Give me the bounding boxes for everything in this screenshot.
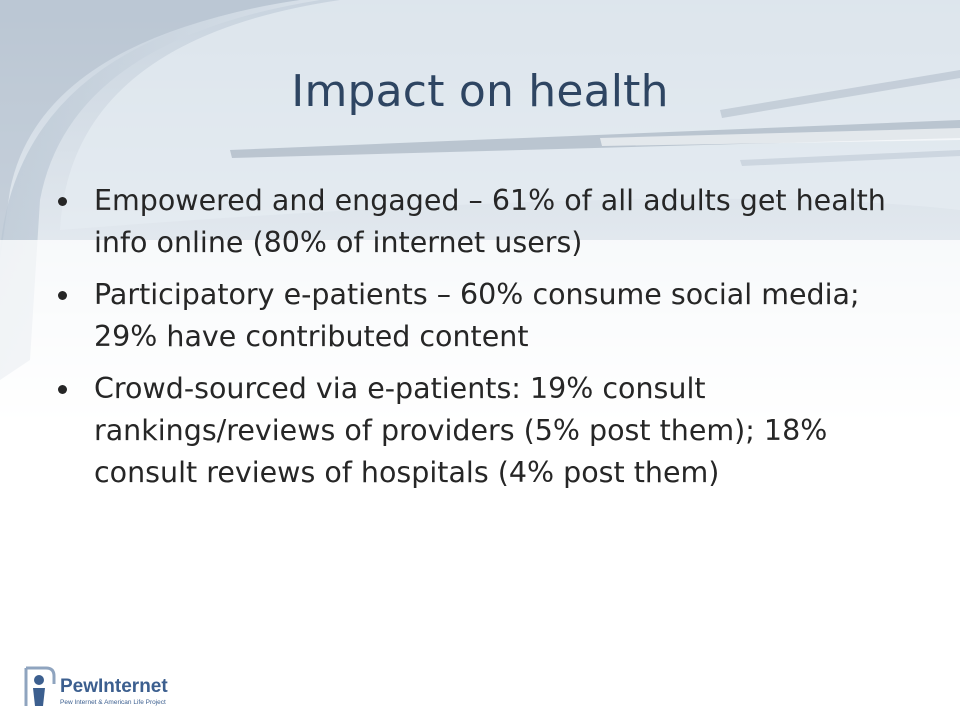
bullet-dot-icon [58,197,67,206]
bullet-text: Crowd-sourced via e-patients: 19% consult rankings/reviews of providers (5% post them); 18% consult reviews of hospitals (4% post them) [94,372,828,489]
logo-name: PewInternet [60,676,168,697]
slide-title: Impact on health [291,66,669,117]
bullet-dot-icon [58,291,67,300]
pew-person-icon [22,664,56,710]
bullet-item [56,180,926,264]
bullet-item [56,274,926,358]
pew-internet-logo [22,664,182,712]
bullet-list [56,180,926,504]
bullet-dot-icon [58,385,67,394]
bullet-item [56,368,926,494]
bullet-text: Empowered and engaged – 61% of all adults get health info online (80% of internet users) [94,184,886,259]
logo-tagline: Pew Internet & American Life Project [60,699,166,706]
bullet-text: Participatory e-patients – 60% consume social media; 29% have contributed content [94,278,860,353]
